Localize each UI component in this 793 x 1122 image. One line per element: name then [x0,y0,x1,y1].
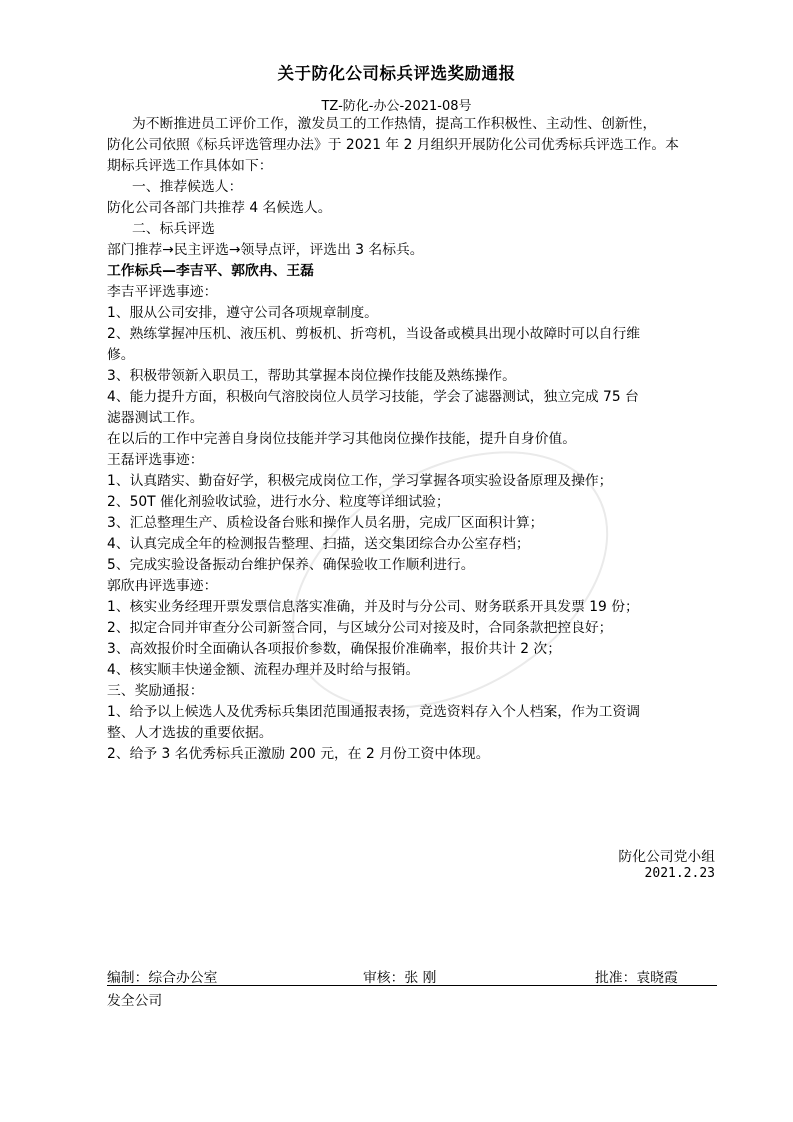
subsection-heading: 郭欣冉评选事迹： [107,578,218,594]
section-heading: 二、标兵评选 [132,221,215,237]
section-heading: 一、推荐候选人： [132,179,243,195]
paragraph-line: 防化公司依照《标兵评选管理办法》于 2021 年 2 月组织开展防化公司优秀标兵评选工作。本 [107,137,679,153]
list-item: 1、服从公司安排，遵守公司各项规章制度。 [107,305,378,321]
footer-reviewed-by: 审核：张 刚 [363,970,437,986]
document-number: TZ-防化-办公-2021-08号 [321,99,472,114]
section-heading: 三、奖励通报： [107,683,204,699]
list-item: 1、认真踏实、勤奋好学，积极完成岗位工作，学习掌握各项实验设备原理及操作； [107,473,613,489]
paragraph-line: 在以后的工作中完善自身岗位技能并学习其他岗位操作技能，提升自身价值。 [107,431,577,447]
list-item: 2、50T 催化剂验收试验，进行水分、粒度等详细试验； [107,494,450,510]
paragraph-line: 为不断推进员工评价工作，激发员工的工作热情，提高工作积极性、主动性、创新性， [132,116,657,132]
paragraph-line: 部门推荐→民主评选→领导点评，评选出 3 名标兵。 [107,242,424,258]
list-item: 2、拟定合同并审查分公司新签合同，与区域分公司对接及时，合同条款把控良好； [107,620,613,636]
subsection-heading: 王磊评选事迹： [107,452,204,468]
list-item-continuation: 滤器测试工作。 [107,410,204,426]
list-item: 4、能力提升方面，积极向气溶胶岗位人员学习技能，学会了滤器测试，独立完成 75 台 [107,389,639,405]
footer-compiled-by: 编制：综合办公室 [107,970,218,986]
list-item: 2、熟练掌握冲压机、液压机、剪板机、折弯机，当设备或模具出现小故障时可以自行维 [107,326,641,342]
document-title: 关于防化公司标兵评选奖励通报 [277,64,516,83]
paragraph-line: 期标兵评选工作具体如下： [107,158,273,174]
list-item: 5、完成实验设备振动台维护保养、确保验收工作顺利进行。 [107,557,475,573]
list-item-continuation: 修。 [107,347,135,363]
footer-approved-by: 批准：袁晓霞 [595,970,678,986]
signature-org: 防化公司党小组 [618,849,715,865]
award-winners-heading: 工作标兵—李吉平、郭欣冉、王磊 [107,263,314,279]
list-item-continuation: 整、人才选拔的重要依据。 [107,725,273,741]
footer-divider [107,985,717,986]
list-item: 4、核实顺丰快递金额、流程办理并及时给与报销。 [107,662,420,678]
list-item: 3、高效报价时全面确认各项报价参数，确保报价准确率，报价共计 2 次； [107,641,562,657]
list-item: 4、认真完成全年的检测报告整理、扫描，送交集团综合办公室存档； [107,536,530,552]
list-item: 1、给予以上候选人及优秀标兵集团范围通报表扬，竞选资料存入个人档案，作为工资调 [107,704,641,720]
list-item: 3、积极带领新入职员工，帮助其掌握本岗位操作技能及熟练操作。 [107,368,516,384]
paragraph-line: 防化公司各部门共推荐 4 名候选人。 [107,200,332,216]
list-item: 3、汇总整理生产、质检设备台账和操作人员名册，完成厂区面积计算； [107,515,544,531]
list-item: 1、核实业务经理开票发票信息落实准确，并及时与分公司、财务联系开具发票 19 份； [107,599,639,615]
list-item: 2、给予 3 名优秀标兵正激励 200 元，在 2 月份工资中体现。 [107,746,490,762]
footer-distribution: 发全公司 [107,993,163,1009]
signature-date: 2021.2.23 [644,866,715,881]
subsection-heading: 李吉平评选事迹： [107,284,218,300]
